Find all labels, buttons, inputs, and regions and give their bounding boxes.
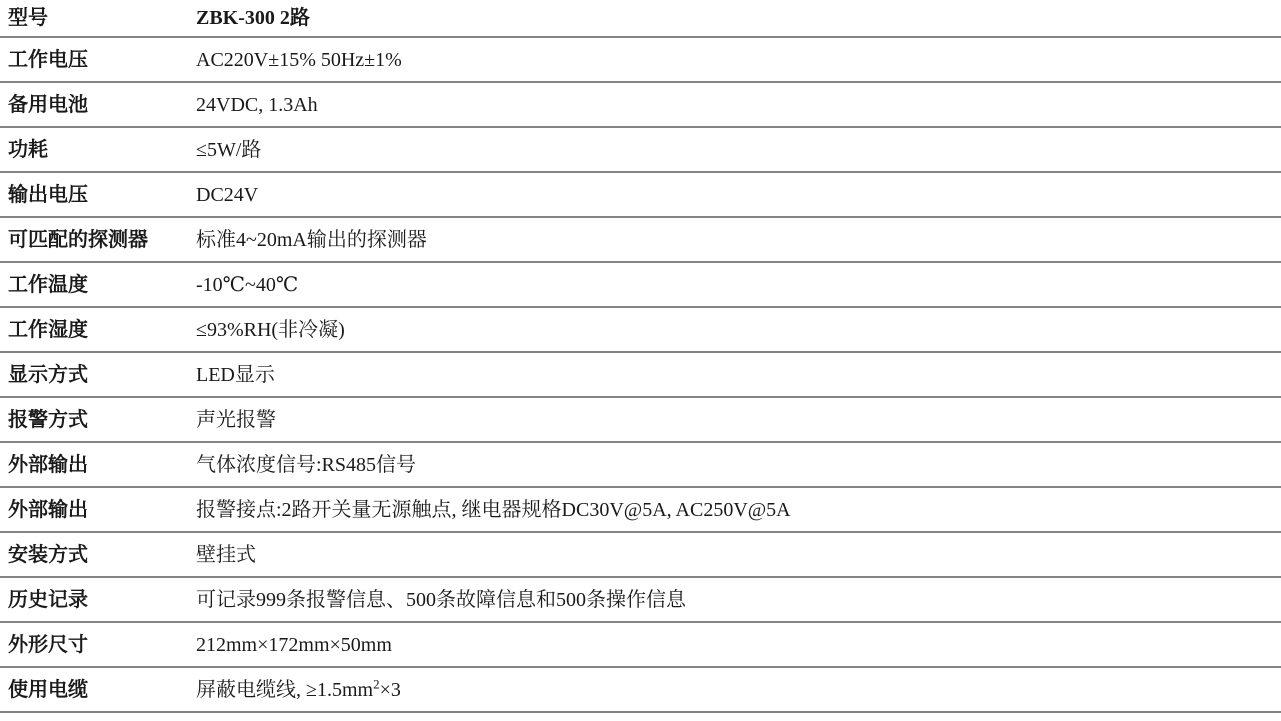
spec-label: 安装方式 — [0, 532, 196, 577]
spec-label: 可匹配的探测器 — [0, 217, 196, 262]
spec-label: 输出电压 — [0, 172, 196, 217]
spec-value: 标准4~20mA输出的探测器 — [196, 217, 1281, 262]
spec-value: ≤93%RH(非冷凝) — [196, 307, 1281, 352]
spec-value: 报警接点:2路开关量无源触点, 继电器规格DC30V@5A, AC250V@5A — [196, 487, 1281, 532]
spec-value: DC24V — [196, 172, 1281, 217]
spec-label: 外形尺寸 — [0, 622, 196, 667]
spec-label: 型号 — [0, 0, 196, 37]
spec-value: 气体浓度信号:RS485信号 — [196, 442, 1281, 487]
spec-row — [0, 442, 1281, 487]
spec-row — [0, 127, 1281, 172]
superscript-2: 2 — [373, 675, 380, 691]
spec-row — [0, 577, 1281, 622]
spec-label: 工作湿度 — [0, 307, 196, 352]
spec-row — [0, 262, 1281, 307]
spec-label: 功耗 — [0, 127, 196, 172]
spec-label: 显示方式 — [0, 352, 196, 397]
spec-value: ZBK-300 2路 — [196, 0, 1281, 37]
spec-row — [0, 172, 1281, 217]
spec-value: 壁挂式 — [196, 532, 1281, 577]
spec-row — [0, 352, 1281, 397]
spec-row — [0, 487, 1281, 532]
spec-row — [0, 397, 1281, 442]
spec-label: 外部输出 — [0, 487, 196, 532]
spec-value: -10℃~40℃ — [196, 262, 1281, 307]
spec-row — [0, 622, 1281, 667]
spec-row — [0, 307, 1281, 352]
spec-label: 使用电缆 — [0, 667, 196, 712]
spec-label: 历史记录 — [0, 577, 196, 622]
spec-row — [0, 532, 1281, 577]
spec-value: 屏蔽电缆线, $\ge 1.5mm^2\times 3$ — [196, 667, 1281, 712]
spec-value: LED显示 — [196, 352, 1281, 397]
spec-row — [0, 217, 1281, 262]
spec-row — [0, 82, 1281, 127]
spec-label: 备用电池 — [0, 82, 196, 127]
spec-value: 212mm×172mm×50mm — [196, 622, 1281, 667]
spec-label: 报警方式 — [0, 397, 196, 442]
spec-value: AC220V±15% 50Hz±1% — [196, 37, 1281, 82]
spec-value: 24VDC, 1.3Ah — [196, 82, 1281, 127]
spec-row — [0, 0, 1281, 37]
spec-value: ≤5W/路 — [196, 127, 1281, 172]
spec-label: 工作电压 — [0, 37, 196, 82]
spec-value: 可记录999条报警信息、500条故障信息和500条操作信息 — [196, 577, 1281, 622]
spec-label: 工作温度 — [0, 262, 196, 307]
spec-row — [0, 37, 1281, 82]
spec-row — [0, 667, 1281, 712]
spec-value: 声光报警 — [196, 397, 1281, 442]
spec-label: 外部输出 — [0, 442, 196, 487]
